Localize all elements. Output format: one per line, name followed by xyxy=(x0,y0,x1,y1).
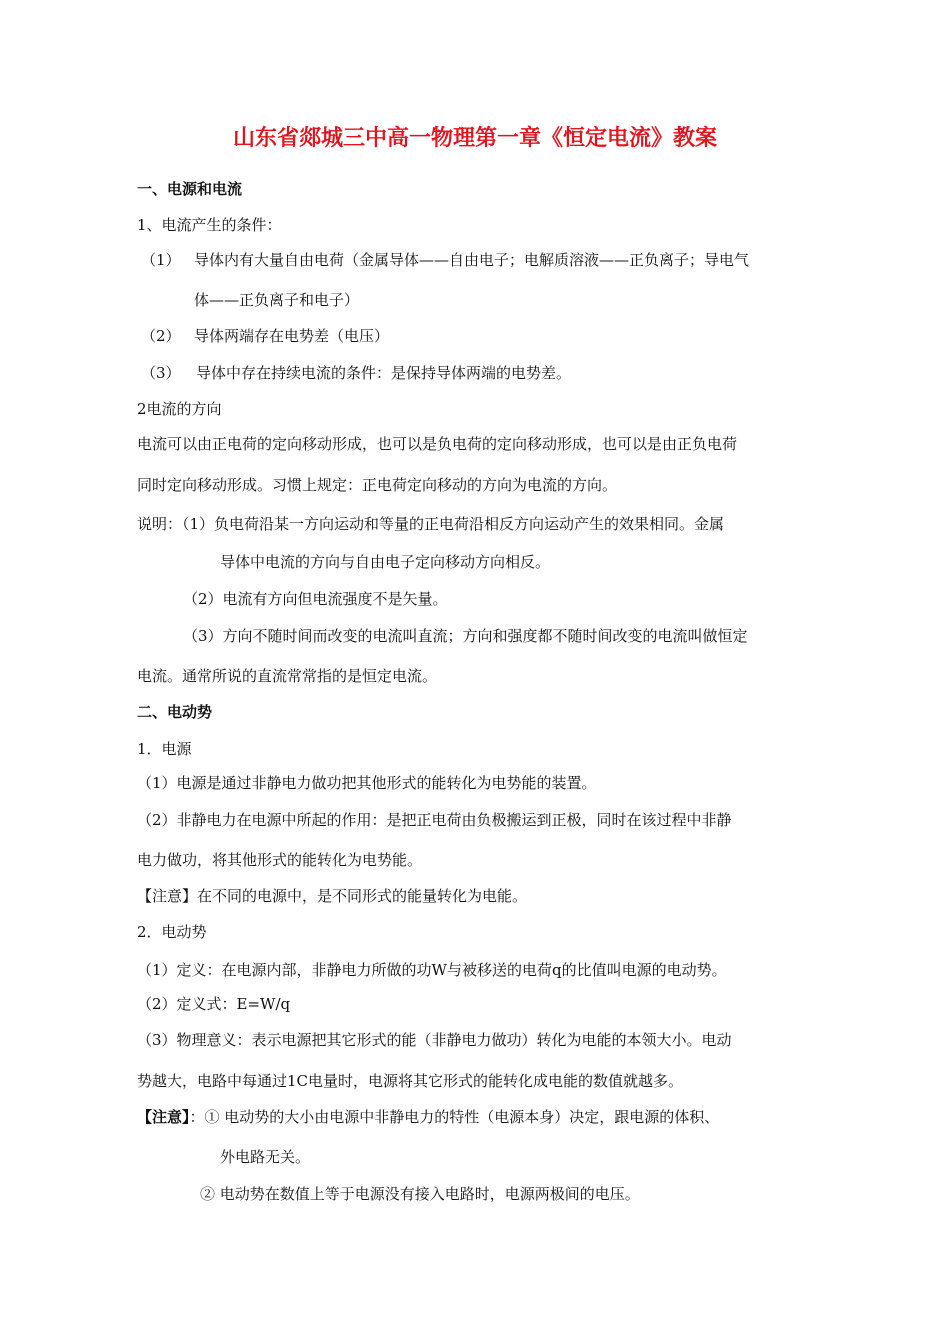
condition-3-text: 导体中存在持续电流的条件：是保持导体两端的电势差。 xyxy=(196,364,572,382)
subheading-current-conditions: 1、电流产生的条件： xyxy=(137,216,282,234)
attention-label: 【注意】 xyxy=(137,1108,190,1126)
note-2: （2）电流有方向但电流强度不是矢量。 xyxy=(183,590,448,608)
note-3: （3）方向不随时间而改变的电流叫直流；方向和强度都不随时间改变的电流叫做恒定 xyxy=(183,627,748,645)
condition-3-number: （3） xyxy=(141,364,181,382)
attention-note-2 xyxy=(137,1107,719,1127)
subheading-power-source: 1．电源 xyxy=(137,740,192,758)
condition-2-number: （2） xyxy=(141,327,181,345)
section-2-heading: 二、电动势 xyxy=(137,703,213,721)
condition-1-text: 导体内有大量自由电荷（金属导体——自由电子；电解质溶液——正负离子；导电气 xyxy=(194,251,750,269)
emf-meaning-cont: 势越大，电路中每通过1C电量时，电源将其它形式的能转化成电能的数值就越多。 xyxy=(137,1072,684,1090)
condition-1-number: （1） xyxy=(141,251,181,269)
power-source-item-2: （2）非静电力在电源中所起的作用：是把正电荷由负极搬运到正极，同时在该过程中非静 xyxy=(137,811,732,829)
power-source-item-2-cont: 电力做功，将其他形式的能转化为电势能。 xyxy=(137,851,423,869)
paragraph-direction: 电流可以由正电荷的定向移动形成，也可以是负电荷的定向移动形成，也可以是由正负电荷 xyxy=(137,435,738,453)
subheading-emf: 2．电动势 xyxy=(137,923,207,941)
paragraph-direction-cont: 同时定向移动形成。习惯上规定：正电荷定向移动的方向为电流的方向。 xyxy=(137,476,618,494)
attention-note-2-point-2: ② 电动势在数值上等于电源没有接入电路时，电源两极间的电压。 xyxy=(200,1185,640,1203)
emf-formula: （2）定义式：E=W/q xyxy=(137,995,291,1013)
condition-1-text-cont: 体——正负离子和电子） xyxy=(194,291,360,309)
document-title: 山东省郯城三中高一物理第一章《恒定电流》教案 xyxy=(232,125,717,151)
attention-note-1: 【注意】在不同的电源中，是不同形式的能量转化为电能。 xyxy=(137,887,528,905)
attention-note-2-cont: 外电路无关。 xyxy=(220,1148,311,1166)
power-source-item-1: （1）电源是通过非静电力做功把其他形式的能转化为电势能的装置。 xyxy=(137,774,597,792)
note-3-cont: 电流。通常所说的直流常常指的是恒定电流。 xyxy=(137,667,438,685)
attention-note-2-text: ：① 电动势的大小由电源中非静电力的特性（电源本身）决定，跟电源的体积、 xyxy=(189,1108,720,1126)
note-1: 说明：（1）负电荷沿某一方向运动和等量的正电荷沿相反方向运动产生的效果相同。金属 xyxy=(137,515,725,533)
note-1-cont: 导体中电流的方向与自由电子定向移动方向相反。 xyxy=(220,553,551,571)
emf-definition: （1）定义：在电源内部，非静电力所做的功W与被移送的电荷q的比值叫电源的电动势。 xyxy=(137,961,727,979)
emf-meaning: （3）物理意义：表示电源把其它形式的能（非静电力做功）转化为电能的本领大小。电动 xyxy=(137,1031,732,1049)
section-1-heading: 一、电源和电流 xyxy=(137,180,243,198)
subheading-current-direction: 2电流的方向 xyxy=(137,400,222,418)
condition-2-text: 导体两端存在电势差（电压） xyxy=(194,327,390,345)
